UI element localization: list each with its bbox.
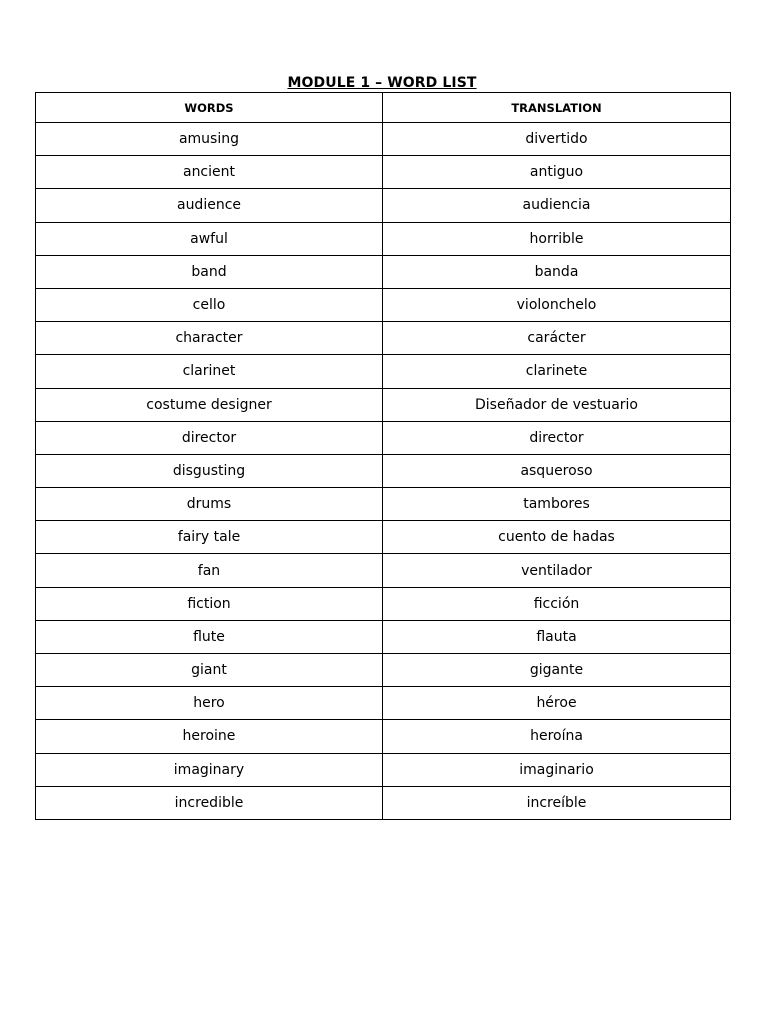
table-row xyxy=(36,222,731,255)
table-row xyxy=(36,687,731,720)
table-row xyxy=(36,786,731,819)
word-cell: giant xyxy=(36,654,383,687)
page-title: MODULE 1 – WORD LIST xyxy=(287,75,477,91)
translation-cell: cuento de hadas xyxy=(383,521,731,554)
word-cell: awful xyxy=(36,222,383,255)
translation-cell: director xyxy=(383,421,731,454)
table-row xyxy=(36,421,731,454)
table-body xyxy=(36,123,731,820)
word-cell: character xyxy=(36,322,383,355)
word-cell: fairy tale xyxy=(36,521,383,554)
translation-cell: horrible xyxy=(383,222,731,255)
word-cell: amusing xyxy=(36,123,383,156)
translation-cell: gigante xyxy=(383,654,731,687)
translation-cell: banda xyxy=(383,255,731,288)
table-row xyxy=(36,488,731,521)
translation-cell: tambores xyxy=(383,488,731,521)
table-row xyxy=(36,288,731,321)
translation-cell: ficción xyxy=(383,587,731,620)
word-cell: imaginary xyxy=(36,753,383,786)
table-row xyxy=(36,521,731,554)
translation-cell: clarinete xyxy=(383,355,731,388)
word-cell: band xyxy=(36,255,383,288)
translation-cell: increíble xyxy=(383,786,731,819)
translation-cell: asqueroso xyxy=(383,454,731,487)
word-cell: fiction xyxy=(36,587,383,620)
table-row xyxy=(36,454,731,487)
translation-cell: flauta xyxy=(383,620,731,653)
word-list-table xyxy=(35,92,731,820)
translation-cell: héroe xyxy=(383,687,731,720)
word-cell: cello xyxy=(36,288,383,321)
word-cell: costume designer xyxy=(36,388,383,421)
table-row xyxy=(36,322,731,355)
table-row xyxy=(36,654,731,687)
table-header-row xyxy=(36,93,731,123)
table-row xyxy=(36,123,731,156)
table-row xyxy=(36,156,731,189)
word-cell: hero xyxy=(36,687,383,720)
translation-cell: antiguo xyxy=(383,156,731,189)
table-row xyxy=(36,554,731,587)
table-row xyxy=(36,587,731,620)
table-row xyxy=(36,620,731,653)
translation-cell: imaginario xyxy=(383,753,731,786)
word-cell: clarinet xyxy=(36,355,383,388)
word-cell: incredible xyxy=(36,786,383,819)
word-cell: fan xyxy=(36,554,383,587)
word-cell: ancient xyxy=(36,156,383,189)
header-words: WORDS xyxy=(36,93,383,123)
word-cell: director xyxy=(36,421,383,454)
translation-cell: ventilador xyxy=(383,554,731,587)
translation-cell: audiencia xyxy=(383,189,731,222)
translation-cell: Diseñador de vestuario xyxy=(383,388,731,421)
word-cell: audience xyxy=(36,189,383,222)
word-cell: disgusting xyxy=(36,454,383,487)
word-cell: drums xyxy=(36,488,383,521)
translation-cell: violonchelo xyxy=(383,288,731,321)
table-row xyxy=(36,189,731,222)
word-cell: heroine xyxy=(36,720,383,753)
word-cell: flute xyxy=(36,620,383,653)
header-translation: TRANSLATION xyxy=(383,93,731,123)
translation-cell: heroína xyxy=(383,720,731,753)
table-row xyxy=(36,388,731,421)
table-row xyxy=(36,720,731,753)
translation-cell: carácter xyxy=(383,322,731,355)
table-row xyxy=(36,355,731,388)
table-row xyxy=(36,255,731,288)
table-row xyxy=(36,753,731,786)
translation-cell: divertido xyxy=(383,123,731,156)
